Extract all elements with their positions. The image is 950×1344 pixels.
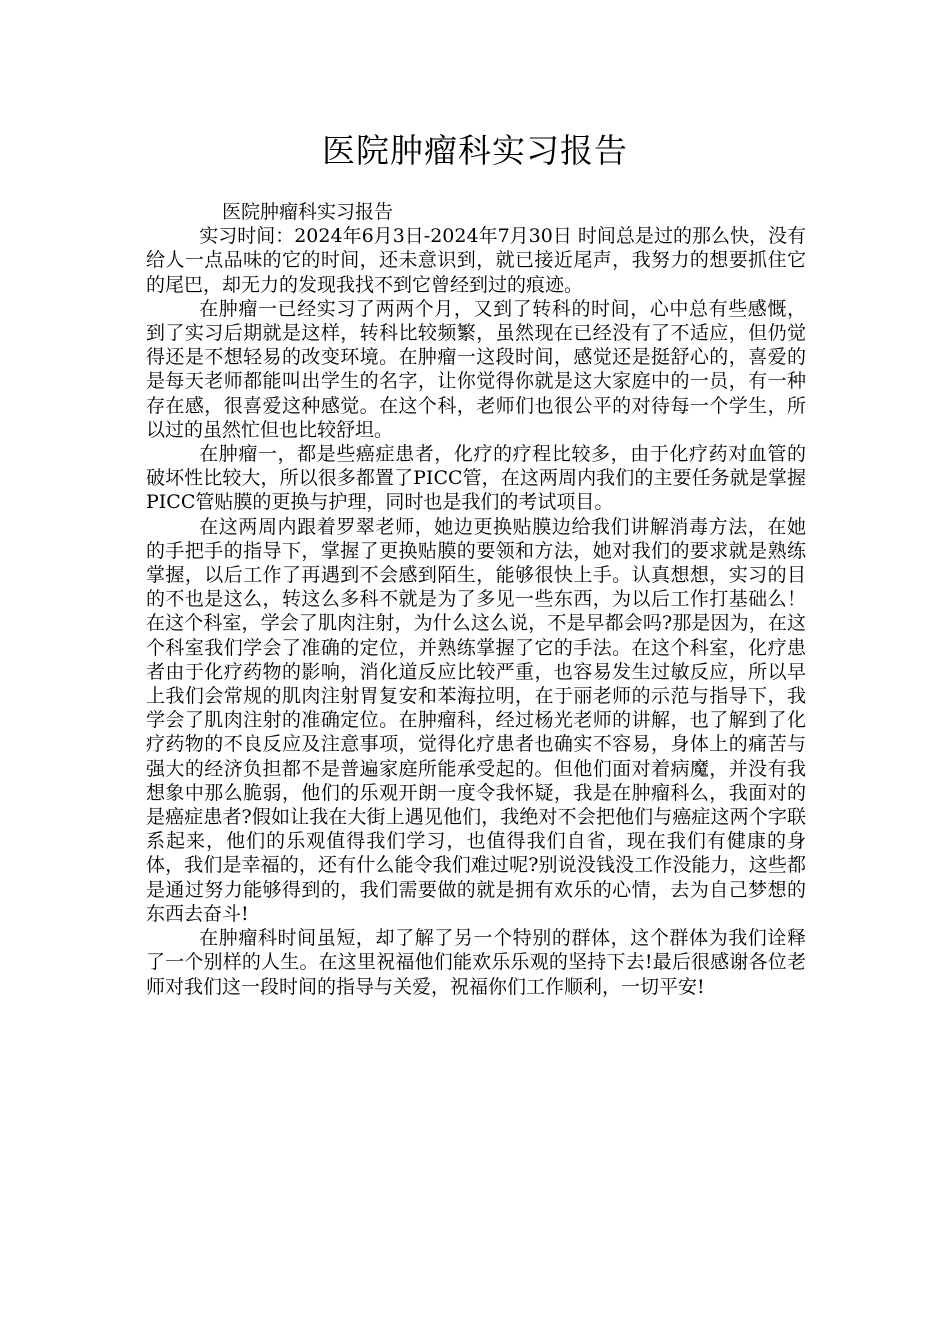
paragraph-closing-thanks: 在肿瘤科时间虽短，却了解了另一个特别的群体，这个群体为我们诠释了一个别样的人生。在这里祝福他们能欢乐乐观的坚持下去!最后很感谢各位老师对我们这一段时间的指导与关爱，祝福你们工作顺利，一切平安! bbox=[146, 927, 806, 998]
paragraph-tumor-ward-feelings: 在肿瘤一已经实习了两两个月，又到了转科的时间，心中总有些感慨，到了实习后期就是这样，转科比较频繁，虽然现在已经没有了不适应，但仍觉得还是不想轻易的改变环境。在肿瘤一这段时间，感觉还是挺舒心的，喜爱的是每天老师都能叫出学生的名字，让你觉得你就是这大家庭中的一员，有一种存在感，很喜爱这种感觉。在这个科，老师们也很公平的对待每一个学生，所以过的虽然忙但也比较舒坦。 bbox=[146, 297, 806, 441]
document-subtitle: 医院肿瘤科实习报告 bbox=[222, 201, 394, 223]
document-body bbox=[146, 200, 806, 999]
paragraph-internship-period: 实习时间：2024年6月3日-2024年7月30日 时间总是过的那么快，没有给人一点品味的它的时间，还未意识到，就已接近尾声，我努力的想要抓住它的尾巴，却无力的发现我找不到它曾经到过的痕迹。 bbox=[146, 225, 806, 296]
document-title: 医院肿瘤科实习报告 bbox=[322, 131, 628, 170]
paragraph-learning-experience: 在这两周内跟着罗翠老师，她边更换贴膜边给我们讲解消毒方法，在她的手把手的指导下，掌握了更换贴膜的要领和方法，她对我们的要求就是熟练掌握，以后工作了再遇到不会感到陌生，能够很快上手。认真想想，实习的目的不也是这么，转这么多科不就是为了多见一些东西，为以后工作打基础么！在这个科室，学会了肌肉注射，为什么这么说，不是早都会吗?那是因为，在这个科室我们学会了准确的定位，并熟练掌握了它的手法。在这个科室，化疗患者由于化疗药物的影响，消化道反应比较严重，也容易发生过敏反应，所以早上我们会常规的肌肉注射胃复安和苯海拉明，在于丽老师的示范与指导下，我学会了肌肉注射的准确定位。在肿瘤科，经过杨光老师的讲解，也了解到了化疗药物的不良反应及注意事项，觉得化疗患者也确实不容易，身体上的痛苦与强大的经济负担都不是普遍家庭所能承受起的。但他们面对着病魔，并没有我想象中那么脆弱，他们的乐观开朗一度令我怀疑，我是在肿瘤科么，我面对的是癌症患者?假如让我在大街上遇见他们，我绝对不会把他们与癌症这两个字联系起来，他们的乐观值得我们学习，也值得我们自省，现在我们有健康的身体，我们是幸福的，还有什么能令我们难过呢?别说没钱没工作没能力，这些都是通过努力能够得到的，我们需要做的就是拥有欢乐的心情，去为自己梦想的东西去奋斗! bbox=[146, 515, 806, 925]
paragraph-picc-care: 在肿瘤一，都是些癌症患者，化疗的疗程比较多，由于化疗药对血管的破坏性比较大，所以很多都置了PICC管，在这两周内我们的主要任务就是掌握PICC管贴膜的更换与护理，同时也是我们的考试项目。 bbox=[146, 443, 806, 514]
